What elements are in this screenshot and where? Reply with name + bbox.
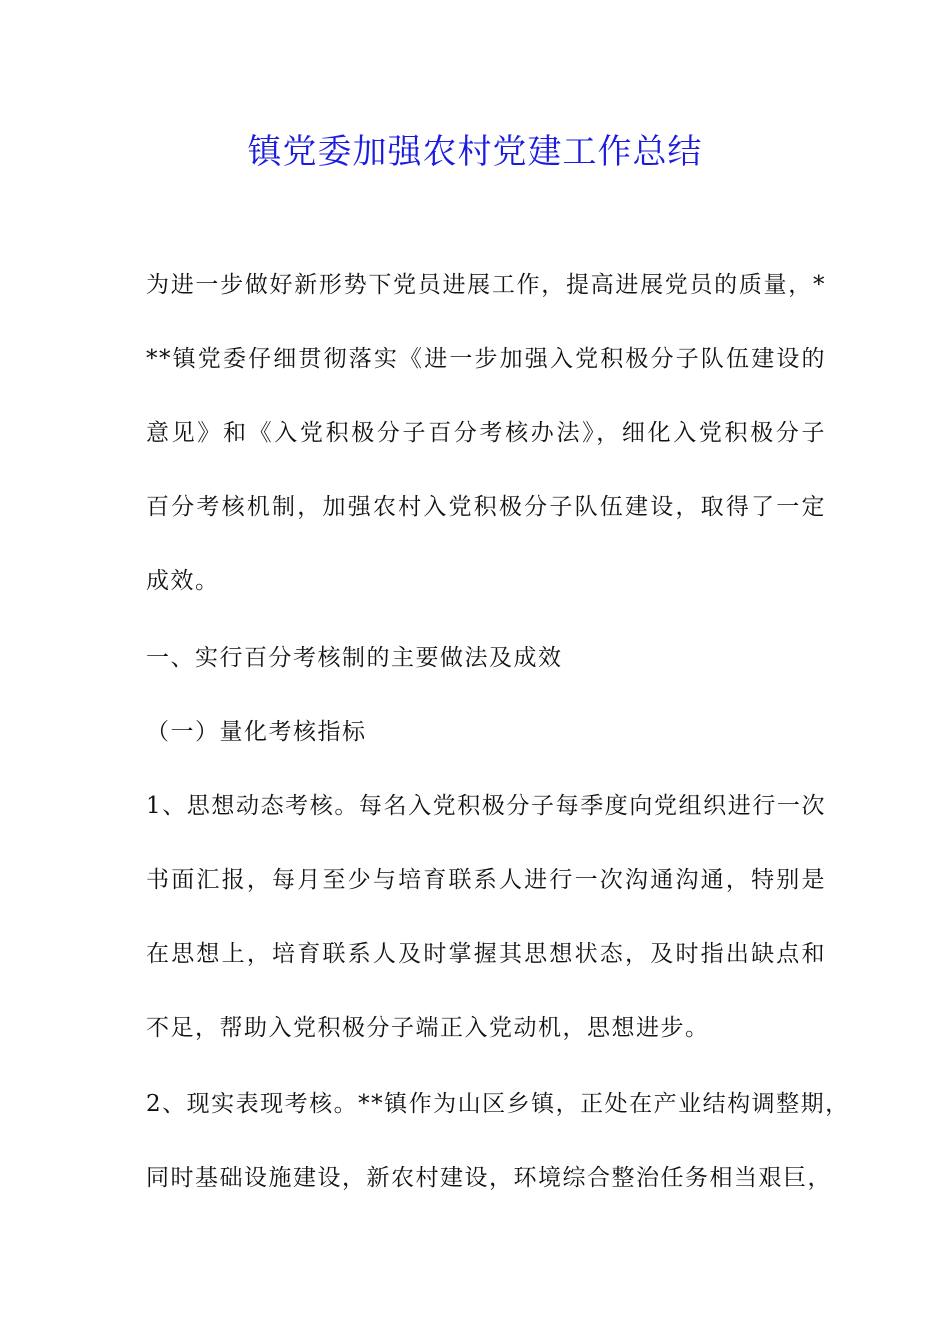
body-line-9: 书面汇报，每月至少与培育联系人进行一次沟通沟通，特别是	[146, 867, 826, 893]
body-line-10: 在思想上，培育联系人及时掌握其思想状态，及时指出缺点和	[146, 941, 826, 967]
document-title: 镇党委加强农村党建工作总结	[247, 132, 703, 172]
subsection-heading: （一）量化考核指标	[146, 719, 367, 745]
body-line-12: 2、现实表现考核。**镇作为山区乡镇，正处在产业结构调整期，	[146, 1091, 850, 1117]
body-line-1: 为进一步做好新形势下党员进展工作，提高进展党员的质量，*	[146, 272, 826, 298]
body-line-3: 意见》和《入党积极分子百分考核办法》，细化入党积极分子	[146, 420, 826, 446]
body-line-11: 不足，帮助入党积极分子端正入党动机，思想进步。	[146, 1015, 710, 1041]
section-heading: 一、实行百分考核制的主要做法及成效	[146, 645, 563, 671]
body-line-2: **镇党委仔细贯彻落实《进一步加强入党积极分子队伍建设的	[146, 346, 826, 372]
body-line-13: 同时基础设施建设，新农村建设，环境综合整治任务相当艰巨，	[146, 1165, 832, 1191]
body-line-5: 成效。	[146, 568, 220, 594]
body-line-8: 1、思想动态考核。每名入党积极分子每季度向党组织进行一次	[146, 793, 826, 819]
body-line-4: 百分考核机制，加强农村入党积极分子队伍建设，取得了一定	[146, 494, 826, 520]
